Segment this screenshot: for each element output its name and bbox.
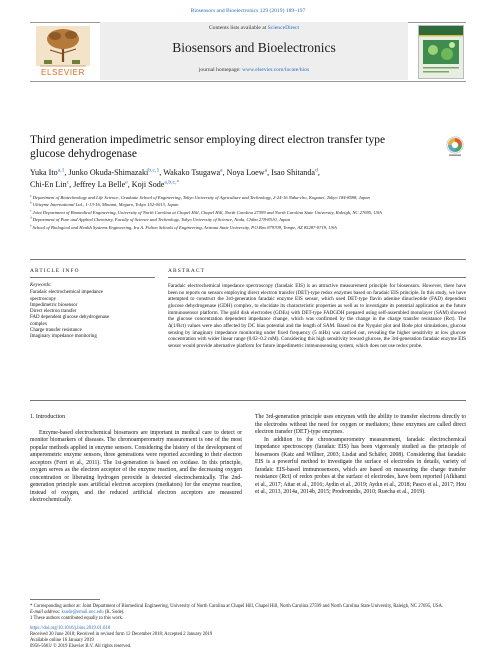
keyword: complex <box>30 321 48 327</box>
author-affiliation-marker[interactable]: a,b,c,* <box>164 178 180 185</box>
author-affiliation-marker[interactable]: e <box>125 178 128 185</box>
keyword: Direct electron transfer <box>30 309 77 315</box>
intro-paragraph-1: Enzyme-based electrochemical biosensors are important in medical care to detect or monitor biomarkers of diseases. The chronoamperometry measurement is one of the most popular methods applied in enzyme sensors. Considering the history of the development of amperometric enzyme sensors, three generations were reported according to their electron acceptors (Ferri et al., 2011). The 1st-generation is based on oxidase. In this principle, oxygen serves as the electron acceptor of the enzyme reaction, and the decreasing oxygen concentration or liberating hydrogen peroxide is detected electrochemically. The 2nd-generation principle uses artificial electron acceptors (mediators) for the enzyme reaction, instead of oxygen, and the reduced artificial electron acceptors are measured electrochemically. <box>30 429 242 504</box>
contents-availability <box>100 25 408 31</box>
email-suffix: (K. Sode). <box>103 610 125 616</box>
crossmark-button[interactable] <box>446 136 464 158</box>
body-right-column <box>255 414 466 497</box>
running-header[interactable]: Biosensors and Bioelectronics 129 (2019) 189–197 <box>190 8 306 14</box>
abstract-text: Faradaic electrochemical impedance spectroscopy (faradaic EIS) is an attractive measurement principle for biosensors. However, there have been no reports on sensors employing direct electron transfer (DET)-type redox enzymes based on faradaic EIS principle. In this study, we have attempted to construct the 3rd-generation faradaic enzyme EIS sensor, which used DET-type flavin adenine dinucleotide (FAD) dependent glucose dehydrogenase (GDH) complex, to elucidate its characteristic properties as well as to investigate its potential application as the future immunosensor platform. The gold disk electrodes (GDEs) with DET-type FADGDH prepared using self-assembled monolayer (SAM) showed the glucose concentration dependent impedance change, which was confirmed by the change in the charge transfer resistance (Rct). The Δ(1/Rct) values were also affected by DC bias potential and the length of SAM. Based on the Nyquist plot and Bode plot simulations, glucose sensing by imaginary impedance monitoring under fixed frequency (5 mHz) was carried out, revealing the higher sensitivity at low glucose concentration with wider linear range (0.02–0.2 mM). Considering this high sensitivity toward glucose, the 3rd-generation faradaic enzyme EIS sensor would provide alternative platform for future impedimetric immunosensing system, which does not use redox probe. <box>168 283 466 349</box>
author[interactable] <box>132 180 180 189</box>
footnote-rule <box>30 599 100 600</box>
author-affiliation-marker[interactable]: b,c,1 <box>148 167 160 174</box>
author[interactable] <box>73 180 128 189</box>
affiliation-marker: b <box>30 200 32 205</box>
affiliation-marker: d <box>30 215 32 220</box>
affiliation <box>30 210 466 216</box>
publisher-name: ELSEVIER <box>41 68 85 77</box>
copyright: 0956-5663/ © 2019 Elsevier B.V. All rights reserved. <box>30 644 132 650</box>
divider-top <box>30 259 466 260</box>
keyword: Faradaic electrochemical impedance <box>30 290 104 296</box>
affiliation-marker: e <box>30 223 32 228</box>
author-name: Jeffrey La Belle <box>73 179 126 189</box>
author-affiliation-marker[interactable]: c <box>66 178 70 185</box>
author[interactable] <box>68 168 159 177</box>
journal-homepage <box>100 67 408 73</box>
affiliation-text: School of Biological and Health Systems Engineering, Ira A. Fulton Schools of Engineering, Arizona State University, P.O.Box 879709, Tempe, AZ 85287-9719, USA <box>31 224 337 230</box>
affiliation <box>30 195 466 201</box>
author-name: Isao Shitanda <box>271 168 315 177</box>
keywords-label: Keywords: <box>30 283 52 288</box>
abstract-heading: ABSTRACT <box>168 268 205 274</box>
author-name: Koji Sode <box>131 179 165 189</box>
homepage-link[interactable]: www.elsevier.com/locate/bios <box>242 67 310 73</box>
affiliations <box>30 195 466 232</box>
affiliation-text: Department of Biotechnology and Life Science, Graduate School of Engineering, Tokyo University of Agriculture and Technology, 2-24-16 Naka-cho, Koganei, Tokyo 184-8588, Japan <box>31 195 370 200</box>
divider-bottom <box>30 400 466 401</box>
section-heading: 1. Introduction <box>30 414 66 420</box>
affiliation <box>30 217 466 223</box>
keyword: Charge transfer resistance <box>30 328 82 334</box>
equal-contribution-note: 1 These authors contributed equally to this work. <box>30 616 124 622</box>
body-left-column <box>30 414 242 505</box>
affiliation <box>30 202 466 208</box>
article-title: Third generation impedimetric sensor employing direct electron transfer type glucose dehydrogenase <box>30 134 386 160</box>
keyword: spectroscopy <box>30 296 57 302</box>
author[interactable] <box>30 168 64 177</box>
intro-paragraph-3: In addition to the chronoamperometry measurement, faradaic electrochemical impedance spectroscopy (faradaic EIS) has been vigorously studied as the principle of biosensors (Katz and Willner, 2003; Lisdat and Schäfer, 2008). Considering that faradaic EIS is a powerful method to investigate the surface of electrodes in details, variety of faradaic EIS-based immunosensors, which are based on measuring the charge transfer resistance (Rct) of redox probes at the surface of electrodes, have been reported (Afkhami et al., 2017; Attar et al., 2016; Aydin et al., 2019; Aydın et al., 2018; Pasco et al., 2017; Hou et al., 2013, 2014a, 2014b, 2015; Prodromidis, 2010; Ruecha et al., 2019). <box>255 436 466 496</box>
intro-paragraph-2: The 3rd-generation principle uses enzymes with the ability to transfer electrons directly to the electrodes without the need for oxygen or mediators; these enzymes are called direct electron transfer (DET)-type enzymes. <box>255 414 466 436</box>
keywords-block <box>30 283 155 341</box>
email-link[interactable]: ksode@email.unc.edu <box>61 610 104 616</box>
available-online: Available online 16 January 2019 <box>30 638 94 644</box>
author-name: Chi-En Lin <box>30 179 67 189</box>
author-line-2: Chi-En Lin$^c$, Jeffrey La Belle$^e$, Koji Sode$^{a,b,c,*}$ <box>30 178 180 189</box>
author-name: Yuka Ito <box>30 168 58 177</box>
keyword: FAD dependent glucose dehydrogenase <box>30 315 110 321</box>
contents-prefix: Contents lists available at <box>208 25 268 31</box>
affiliation-text: Joint Department of Biomedical Engineering, University of North Carolina at Chapel Hill, Chapel Hill, North Carolina 27599 and North Carolina State University, Raleigh, NC 27695, USA <box>31 209 382 215</box>
homepage-prefix: journal homepage: <box>198 67 243 73</box>
crossmark-icon <box>446 136 464 158</box>
author-affiliation-marker[interactable]: a,1 <box>57 167 65 174</box>
author[interactable] <box>271 168 318 177</box>
affiliation-text: Department of Pure and Applied Chemistry, Faculty of Science and Technology, Tokyo University of Science, Noda, Chiba 278-8510, Japan <box>31 217 291 223</box>
elsevier-logo[interactable] <box>30 22 96 80</box>
keyword: Impedimetric biosensor <box>30 302 78 308</box>
author-affiliation-marker[interactable]: d <box>315 167 318 174</box>
cover-art-icon <box>419 26 463 78</box>
received-dates: Received 30 June 2018; Received in revised form 12 December 2018; Accepted 2 January 2019 <box>30 631 213 637</box>
article-info-heading: ARTICLE INFO <box>30 268 80 274</box>
email-label: E-mail address: <box>30 610 62 616</box>
keyword: Imaginary impedance monitoring <box>30 334 97 340</box>
author-affiliation-marker[interactable]: a <box>264 167 268 174</box>
doi-link[interactable]: https://doi.org/10.1016/j.bios.2019.01.018 <box>30 625 111 631</box>
journal-cover-image[interactable] <box>418 25 464 79</box>
author-affiliation-marker[interactable]: a <box>220 167 223 174</box>
divider-abstract <box>168 277 466 278</box>
footnotes <box>30 604 466 650</box>
keywords-list <box>30 290 155 340</box>
author-name: Wakako Tsugawa <box>163 168 221 177</box>
journal-title[interactable]: Biosensors and Bioelectronics <box>172 40 336 55</box>
author-line-1: Yuka Ito$^{a,1}$, Junko Okuda-Shimazaki$^{b,c,1}$, Wakako Tsugawa$^a$, Noya Loew$^a$, Isao Shitanda$^d$, <box>30 167 320 177</box>
author-list <box>30 167 466 190</box>
affiliation <box>30 225 466 231</box>
author[interactable] <box>227 168 268 177</box>
author-name: Noya Loew <box>226 168 265 177</box>
sciencedirect-link[interactable]: ScienceDirect <box>267 25 300 31</box>
divider-info <box>30 277 155 278</box>
author[interactable] <box>163 168 222 177</box>
author[interactable] <box>30 180 69 189</box>
affiliation-marker: c <box>30 208 32 213</box>
affiliation-marker: a <box>30 193 32 198</box>
affiliation-text: Ultizyme International Ltd., 1-13-16, Minami, Meguro, Tokyo 152-0013, Japan <box>31 202 179 208</box>
author-name: Junko Okuda-Shimazaki <box>68 168 149 177</box>
corresponding-author-note: * Corresponding author at: Joint Department of Biomedical Engineering, University of North Carolina at Chapel Hill, Chapel Hill, North Carolina 27599 and North Carolina State University, Raleigh, NC 27695, USA. <box>30 604 444 609</box>
